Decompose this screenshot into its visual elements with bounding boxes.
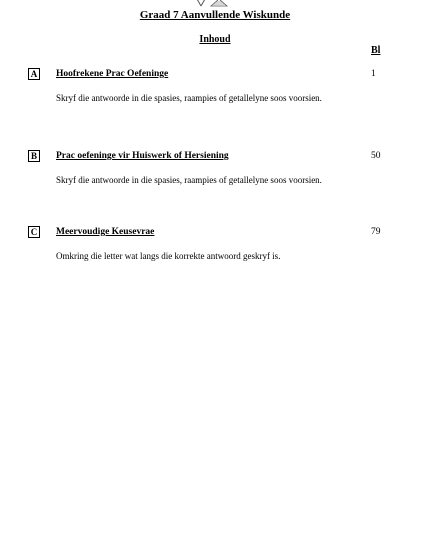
contents-heading: Inhoud [199,34,231,45]
section-title: Meervoudige Keusevrae [56,227,155,237]
section-title: Prac oefeninge vir Huiswerk of Hersiening [56,151,229,161]
page-column-label: Bl [371,45,381,56]
logo-fragment-icon [191,0,241,7]
contents-section-b [0,150,430,200]
section-page-number: 79 [371,227,381,237]
section-letter-box: A [28,68,40,80]
section-title: Hoofrekene Prac Oefeninge [56,69,169,79]
section-page-number: 50 [371,151,381,161]
contents-section-a [0,68,430,118]
section-description: Skryf die antwoorde in die spasies, raampies of getallelyne soos voorsien. [56,93,322,103]
section-letter-box: B [28,150,40,162]
section-description: Skryf die antwoorde in die spasies, raampies of getallelyne soos voorsien. [56,175,322,185]
section-page-number: 1 [371,69,376,79]
contents-section-c [0,226,430,276]
section-description: Omkring die letter wat langs die korrekte antwoord geskryf is. [56,251,281,261]
section-letter-box: C [28,226,40,238]
document-title: Graad 7 Aanvullende Wiskunde [139,9,291,21]
